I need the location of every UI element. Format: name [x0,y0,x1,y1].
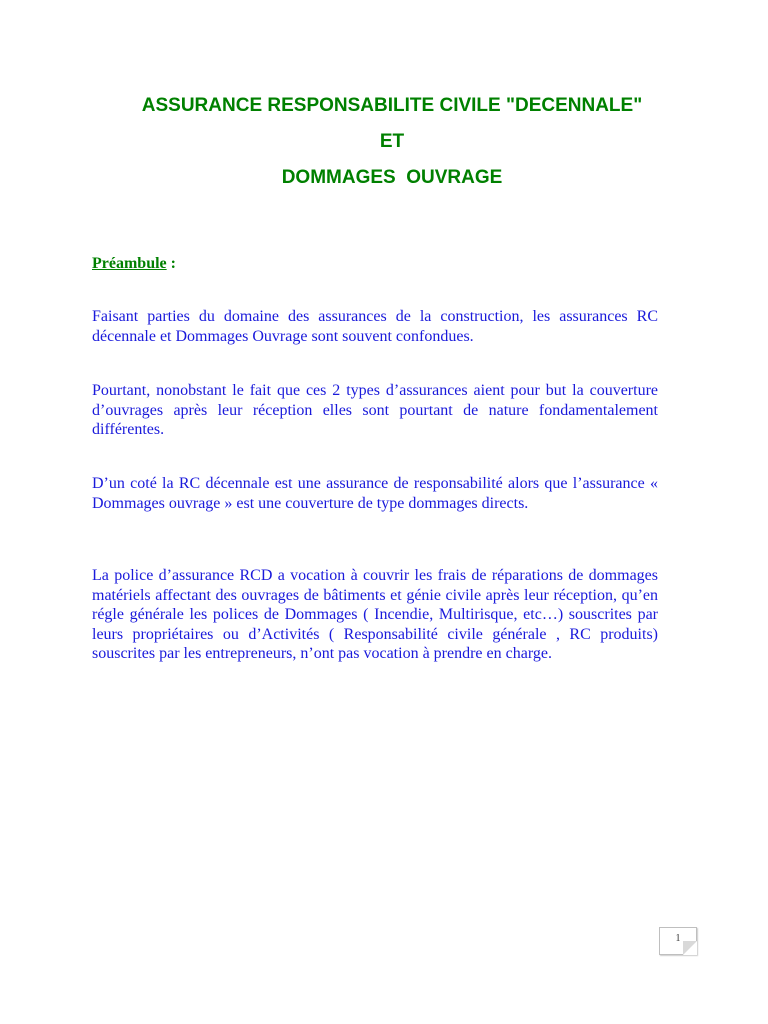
paragraph-1: Faisant parties du domaine des assurances de la construction, les assurances RC décennale et Dommages Ouvrage sont souvent confondues. [92,308,658,345]
page-curl-icon [683,941,697,955]
preamble-heading [92,255,176,273]
paragraph-2: Pourtant, nonobstant le fait que ces 2 types d’assurances aient pour but la couverture d’ouvrages après leur réception elles sont pourtant de nature fondamentalement différentes. [92,382,658,438]
title-line-2: ET [379,131,405,152]
page-number-box [659,927,697,955]
title-line-3: DOMMAGES OUVRAGE [281,167,503,188]
page-number: 1 [675,933,681,944]
paragraph-4: La police d’assurance RCD a vocation à couvrir les frais de réparations de dommages matériels affectant des ouvrages de bâtiments et génie civile après leur réception, qu’en régle générale les polices de Dommages ( Incendie, Multirisque, etc…) souscrites par leurs propriétaires ou d’Activités ( Responsabilité civile générale , RC produits) souscrites par les entrepreneurs, n’ont pas vocation à prendre en charge. [92,567,658,662]
preamble-label: Préambule [92,255,167,272]
paragraph-3: D’un coté la RC décennale est une assurance de responsabilité alors que l’assurance « Dommages ouvrage » est une couverture de type dommages directs. [92,475,658,512]
document-title [0,88,768,196]
preamble-suffix: : [166,255,176,272]
title-line-1: ASSURANCE RESPONSABILITE CIVILE "DECENNALE" [141,95,643,116]
